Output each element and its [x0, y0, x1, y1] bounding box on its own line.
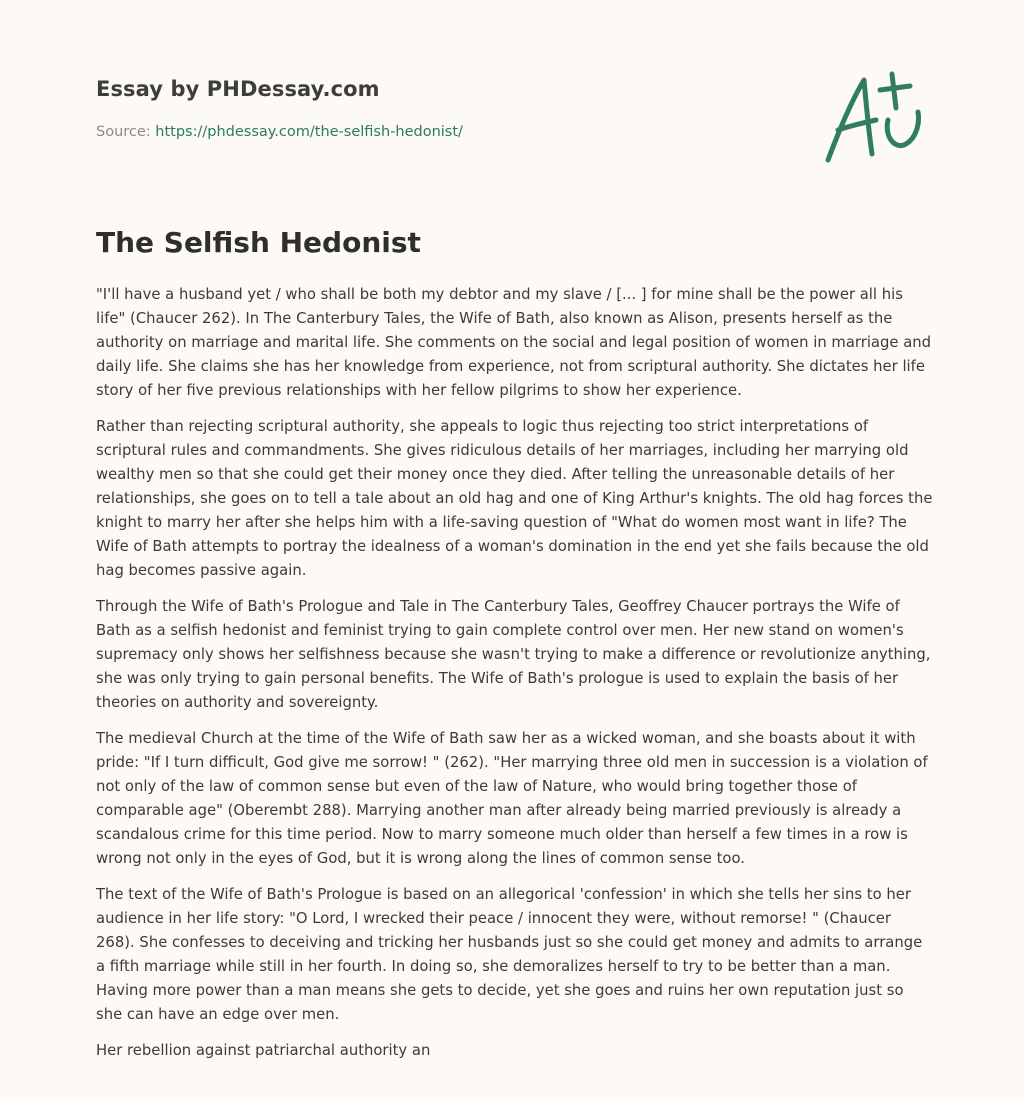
a-plus-grade-icon [818, 68, 930, 168]
source-link[interactable]: https://phdessay.com/the-selfish-hedonist/ [155, 124, 463, 140]
essay-paragraph: "I'll have a husband yet / who shall be both my debtor and my slave / [... ] for mine shall be the power all his life" (Chaucer 262). In The Canterbury Tales, the Wife of Bath, also known as Alison, presents herself as the authority on marriage and marital life. She comments on the social and legal position of women in marriage and daily life. She claims she has her knowledge from experience, not from scriptural authority. She dictates her life story of her five previous relationships with her fellow pilgrims to show her experience. [96, 286, 932, 399]
brand-title: Essay by PHDessay.com [96, 77, 380, 101]
essay-paragraph: Through the Wife of Bath's Prologue and Tale in The Canterbury Tales, Geoffrey Chaucer portrays the Wife of Bath as a selfish hedonist and feminist trying to gain complete control over men. Her new stand on women's supremacy only shows her selfishness because she wasn't trying to make a difference or revolutionize anything, she was only trying to gain personal benefits. The Wife of Bath's prologue is used to explain the basis of her theories on authority and sovereignty. [96, 598, 931, 711]
essay-paragraph: Rather than rejecting scriptural authority, she appeals to logic thus rejecting too strict interpretations of scriptural rules and commandments. She gives ridiculous details of her marriages, including her marrying old wealthy men so that she could get their money once they died. After telling the unreasonable details of her relationships, she goes on to tell a tale about an old hag and one of King Arthur's knights. The old hag forces the knight to marry her after she helps him with a life-saving question of "What do women most want in life? The Wife of Bath attempts to portray the idealness of a woman's domination in the end yet she fails because the old hag becomes passive again. [96, 418, 933, 579]
essay-paragraph: The text of the Wife of Bath's Prologue is based on an allegorical 'confession' in which she tells her sins to her audience in her life story: "O Lord, I wrecked their peace / innocent they were, without remorse! " (Chaucer 268). She confesses to deceiving and tricking her husbands just so she could get money and admits to arrange a fifth marriage while still in her fourth. In doing so, she demoralizes herself to try to be better than a man. Having more power than a man means she gets to decide, yet she goes and ruins her own reputation just so she can have an edge over men. [96, 886, 923, 1023]
essay-body [96, 283, 934, 1075]
source-label: Source: [96, 124, 156, 140]
essay-paragraph: The medieval Church at the time of the Wife of Bath saw her as a wicked woman, and she boasts about it with pride: "If I turn difficult, God give me sorrow! " (262). "Her marrying three old men in succession is a violation of not only of the law of common sense but even of the law of Nature, who would bring together those of comparable age" (Oberembt 288). Marrying another man after already being married previously is already a scandalous crime for this time period. Now to marry someone much older than herself a few times in a row is wrong not only in the eyes of God, but it is wrong along the lines of common sense too. [96, 730, 928, 867]
source-line [96, 124, 463, 140]
essay-title: The Selfish Hedonist [96, 226, 421, 259]
essay-paragraph: Her rebellion against patriarchal authority an [96, 1042, 431, 1059]
